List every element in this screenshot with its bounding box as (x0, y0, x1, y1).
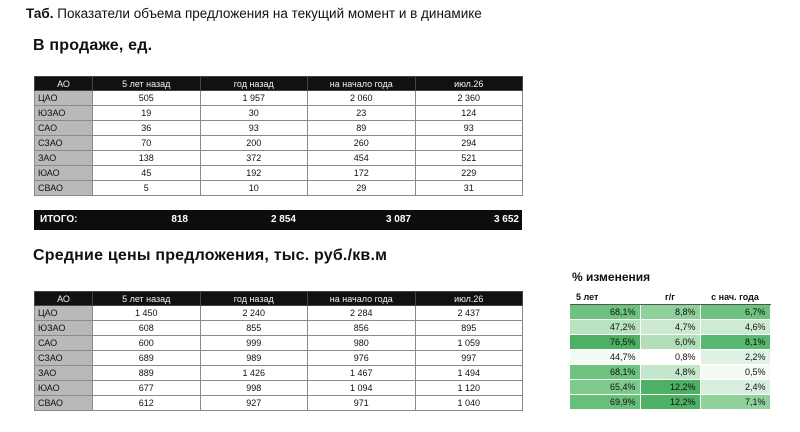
sales-value-cell: 29 (308, 181, 416, 196)
change-value-cell: 12,2% (640, 379, 700, 394)
district-cell: ЗАО (35, 151, 93, 166)
sales-value-cell: 138 (93, 151, 201, 166)
prices-value-cell: 856 (308, 321, 416, 336)
sales-value-cell: 45 (93, 166, 201, 181)
totals-label: ИТОГО: (40, 214, 78, 225)
caption-text: Показатели объема предложения на текущий момент и в динамике (53, 6, 482, 21)
prices-value-cell: 612 (93, 396, 201, 411)
change-value-cell: 68,1% (570, 304, 640, 319)
table-row (35, 166, 523, 181)
total-current: 3 652 (493, 214, 519, 225)
table-row (35, 106, 523, 121)
sales-header-cell: 5 лет назад (93, 77, 201, 91)
prices-header-row (35, 292, 523, 306)
prices-value-cell: 677 (93, 381, 201, 396)
change-value-cell: 6,0% (640, 334, 700, 349)
prices-value-cell: 689 (93, 351, 201, 366)
change-header-cell: с нач. года (700, 290, 770, 304)
change-value-cell: 4,8% (640, 364, 700, 379)
sales-value-cell: 124 (415, 106, 523, 121)
sales-header-cell: на начало года (308, 77, 416, 91)
district-cell: САО (35, 336, 93, 351)
district-cell: САО (35, 121, 93, 136)
sales-value-cell: 31 (415, 181, 523, 196)
prices-value-cell: 1 120 (415, 381, 523, 396)
district-cell: ЮЗАО (35, 106, 93, 121)
prices-value-cell: 980 (308, 336, 416, 351)
change-value-cell: 0,8% (640, 349, 700, 364)
sales-value-cell: 2 060 (308, 91, 416, 106)
change-value-cell: 76,5% (570, 334, 640, 349)
change-value-cell: 8,8% (640, 304, 700, 319)
sales-header-cell: АО (35, 77, 93, 91)
change-value-cell: 6,7% (700, 304, 770, 319)
table-row (570, 364, 770, 379)
sales-value-cell: 93 (200, 121, 308, 136)
change-value-cell: 7,1% (700, 394, 770, 409)
sales-table (34, 76, 523, 196)
sales-totals-row (34, 210, 522, 230)
table-row (35, 306, 523, 321)
prices-value-cell: 997 (415, 351, 523, 366)
change-value-cell: 68,1% (570, 364, 640, 379)
district-cell: ЮАО (35, 381, 93, 396)
prices-value-cell: 608 (93, 321, 201, 336)
table-row (35, 121, 523, 136)
change-value-cell: 4,7% (640, 319, 700, 334)
change-value-cell: 47,2% (570, 319, 640, 334)
sales-value-cell: 372 (200, 151, 308, 166)
district-cell: СВАО (35, 396, 93, 411)
district-cell: ЦАО (35, 306, 93, 321)
prices-value-cell: 889 (93, 366, 201, 381)
prices-table (34, 291, 523, 411)
sales-value-cell: 23 (308, 106, 416, 121)
table-row (35, 321, 523, 336)
prices-value-cell: 1 426 (200, 366, 308, 381)
change-header-cell: 5 лет (570, 290, 640, 304)
change-value-cell: 69,9% (570, 394, 640, 409)
district-cell: СЗАО (35, 136, 93, 151)
sales-value-cell: 505 (93, 91, 201, 106)
district-cell: ЦАО (35, 91, 93, 106)
prices-value-cell: 1 450 (93, 306, 201, 321)
prices-value-cell: 1 094 (308, 381, 416, 396)
table-row (35, 336, 523, 351)
sales-value-cell: 70 (93, 136, 201, 151)
prices-value-cell: 976 (308, 351, 416, 366)
district-cell: СЗАО (35, 351, 93, 366)
prices-value-cell: 1 494 (415, 366, 523, 381)
table-row (570, 379, 770, 394)
table-row (570, 304, 770, 319)
sales-value-cell: 19 (93, 106, 201, 121)
prices-header-cell: июл.26 (415, 292, 523, 306)
sales-value-cell: 192 (200, 166, 308, 181)
sales-value-cell: 2 360 (415, 91, 523, 106)
prices-value-cell: 1 059 (415, 336, 523, 351)
sales-value-cell: 36 (93, 121, 201, 136)
sales-value-cell: 89 (308, 121, 416, 136)
total-start-of-year: 3 087 (385, 214, 411, 225)
prices-value-cell: 895 (415, 321, 523, 336)
change-value-cell: 2,4% (700, 379, 770, 394)
prices-value-cell: 2 437 (415, 306, 523, 321)
table-row (570, 319, 770, 334)
district-cell: ЮАО (35, 166, 93, 181)
sales-header-cell: год назад (200, 77, 308, 91)
change-value-cell: 12,2% (640, 394, 700, 409)
change-value-cell: 65,4% (570, 379, 640, 394)
change-header-cell: г/г (640, 290, 700, 304)
table-row (35, 351, 523, 366)
change-value-cell: 44,7% (570, 349, 640, 364)
change-table (570, 290, 771, 410)
prices-header-cell: АО (35, 292, 93, 306)
table-row (570, 394, 770, 409)
prices-value-cell: 989 (200, 351, 308, 366)
district-cell: СВАО (35, 181, 93, 196)
change-header-row (570, 290, 770, 304)
sales-header-row (35, 77, 523, 91)
table-row (35, 151, 523, 166)
district-cell: ЗАО (35, 366, 93, 381)
caption-prefix: Таб. (26, 6, 54, 21)
sales-section-title: В продаже, ед. (33, 37, 153, 54)
table-caption (26, 6, 482, 21)
district-cell: ЮЗАО (35, 321, 93, 336)
prices-value-cell: 971 (308, 396, 416, 411)
prices-value-cell: 1 467 (308, 366, 416, 381)
sales-value-cell: 294 (415, 136, 523, 151)
sales-value-cell: 10 (200, 181, 308, 196)
sales-value-cell: 200 (200, 136, 308, 151)
total-year-ago: 2 854 (270, 214, 296, 225)
table-row (35, 366, 523, 381)
sales-value-cell: 229 (415, 166, 523, 181)
prices-value-cell: 600 (93, 336, 201, 351)
sales-value-cell: 1 957 (200, 91, 308, 106)
change-title: % изменения (572, 270, 651, 284)
sales-header-cell: июл.26 (415, 77, 523, 91)
prices-value-cell: 999 (200, 336, 308, 351)
total-5-years-ago: 818 (171, 214, 188, 225)
sales-value-cell: 172 (308, 166, 416, 181)
prices-value-cell: 998 (200, 381, 308, 396)
sales-value-cell: 93 (415, 121, 523, 136)
prices-header-cell: на начало года (308, 292, 416, 306)
change-value-cell: 2,2% (700, 349, 770, 364)
change-value-cell: 8,1% (700, 334, 770, 349)
sales-value-cell: 521 (415, 151, 523, 166)
prices-header-cell: год назад (200, 292, 308, 306)
prices-section-title: Средние цены предложения, тыс. руб./кв.м (33, 247, 388, 264)
prices-value-cell: 855 (200, 321, 308, 336)
prices-value-cell: 2 240 (200, 306, 308, 321)
prices-value-cell: 927 (200, 396, 308, 411)
sales-value-cell: 30 (200, 106, 308, 121)
prices-header-cell: 5 лет назад (93, 292, 201, 306)
prices-value-cell: 1 040 (415, 396, 523, 411)
sales-value-cell: 260 (308, 136, 416, 151)
change-value-cell: 0,5% (700, 364, 770, 379)
table-row (35, 91, 523, 106)
sales-value-cell: 5 (93, 181, 201, 196)
table-row (570, 349, 770, 364)
change-value-cell: 4,6% (700, 319, 770, 334)
table-row (35, 381, 523, 396)
prices-value-cell: 2 284 (308, 306, 416, 321)
table-row (35, 181, 523, 196)
table-row (570, 334, 770, 349)
table-row (35, 396, 523, 411)
table-row (35, 136, 523, 151)
sales-value-cell: 454 (308, 151, 416, 166)
